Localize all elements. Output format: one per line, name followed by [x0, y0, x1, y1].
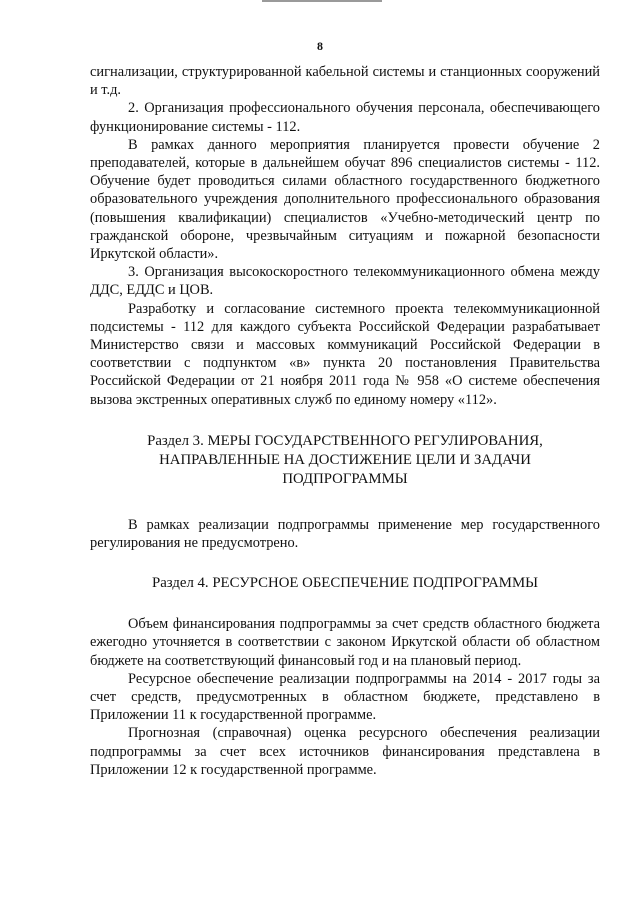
- paragraph-telecom-project: Разработку и согласование системного проекта телекоммуникационной подсистемы - 112 для каждого субъекта Российской Федерации разрабатывает Министерство связи и массовых коммуникаций Российской Федерации в соответствии с подпунктом «в» пункта 20 постановления Правительства Российской Федерации от 21 ноября 2011 года № 958 «О системе обеспечения вызова экстренных оперативных служб по единому номеру «112».: [90, 300, 600, 408]
- document-body: [90, 63, 600, 779]
- section-4-paragraph-2: Ресурсное обеспечение реализации подпрограммы на 2014 - 2017 годы за счет средств, предусмотренных в областном бюджете, представлено в Приложении 11 к государственной программе.: [90, 670, 600, 724]
- paragraph-training: В рамках данного мероприятия планируется провести обучение 2 преподавателей, которые в дальнейшем обучат 896 специалистов системы - 112. Обучение будет проводиться силами областного государственного бюджетного образовательного учреждения дополнительного профессионального образования (повышения квалификации) специалистов «Учебно-методический центр по гражданской обороне, чрезвычайным ситуациям и пожарной безопасности Иркутской области».: [90, 136, 600, 263]
- section-3-paragraph: В рамках реализации подпрограммы применение мер государственного регулирования не предусмотрено.: [90, 516, 600, 552]
- section-3-title-line-3: ПОДПРОГРАММЫ: [282, 470, 408, 487]
- section-4-paragraph-1: Объем финансирования подпрограммы за счет средств областного бюджета ежегодно уточняется в соответствии с законом Иркутской области об областном бюджете на соответствующий финансовый год и на плановый период.: [90, 616, 600, 669]
- top-edge-mark: [262, 0, 382, 2]
- section-3-title-line-1: Раздел 3. МЕРЫ ГОСУДАРСТВЕННОГО РЕГУЛИРОВАНИЯ,: [147, 432, 543, 449]
- paragraph-continuation: сигнализации, структурированной кабельной системы и станционных сооружений и т.д.: [90, 64, 600, 99]
- section-3-title-line-2: НАПРАВЛЕННЫЕ НА ДОСТИЖЕНИЕ ЦЕЛИ И ЗАДАЧИ: [159, 451, 531, 468]
- section-4-paragraph-3: Прогнозная (справочная) оценка ресурсного обеспечения реализации подпрограммы за счет всех источников финансирования представлена в Приложении 12 к государственной программе.: [90, 725, 600, 778]
- section-4-title: Раздел 4. РЕСУРСНОЕ ОБЕСПЕЧЕНИЕ ПОДПРОГРАММЫ: [151, 575, 539, 592]
- paragraph-item-2: 2. Организация профессионального обучения персонала, обеспечивающего функционирование системы - 112.: [90, 100, 600, 135]
- paragraph-item-3: 3. Организация высокоскоростного телекоммуникационного обмена между ДДС, ЕДДС и ЦОВ.: [90, 264, 600, 299]
- page-number: 8: [317, 39, 323, 53]
